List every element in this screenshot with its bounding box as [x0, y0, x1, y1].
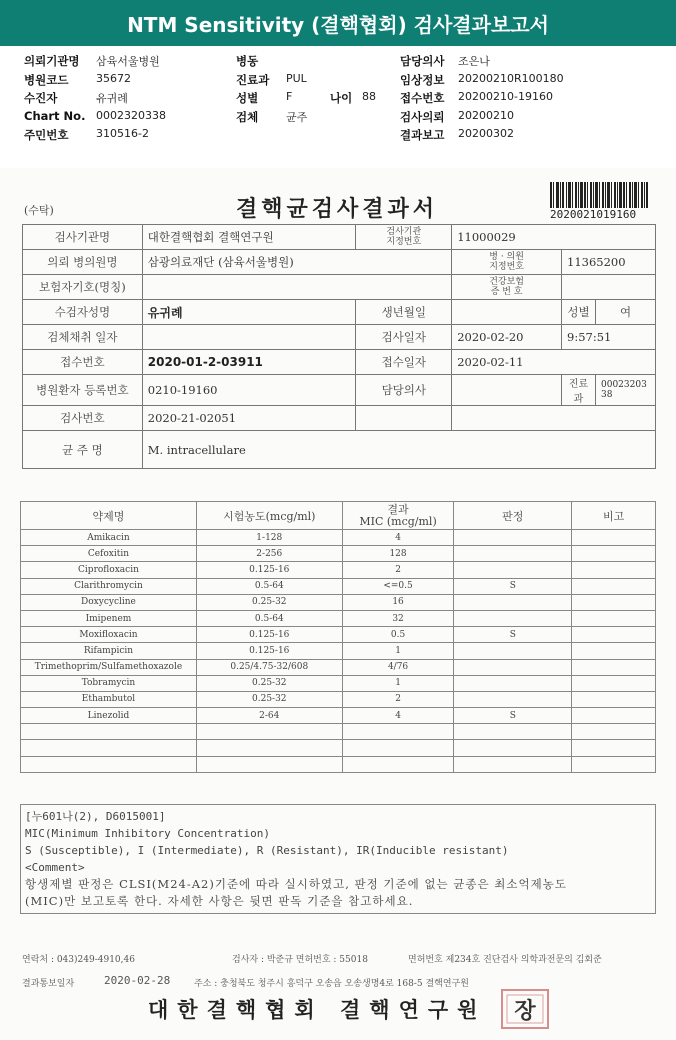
drug-judgement-cell: S [454, 627, 572, 643]
drug-judgement-cell [454, 610, 572, 626]
ward-label: 병동 [236, 54, 259, 68]
seal-text: 장 [514, 998, 536, 1024]
mic-header-line2: MIC (mcg/ml) [359, 514, 437, 528]
table-row [21, 659, 656, 675]
footer-inspector: 검사자 : 박준규 면허번호 : 55018 [232, 955, 368, 965]
drug-remarks-cell [572, 675, 656, 691]
drug-mic-cell: 0.5 [342, 627, 454, 643]
collection-date-label: 검체채취 일자 [23, 325, 143, 350]
report-value: 20200302 [458, 127, 514, 140]
receipt-value: 20200210-19160 [458, 90, 553, 103]
drug-drug-cell: Imipenem [21, 610, 197, 626]
institution-label: 의뢰기관명 [24, 54, 80, 68]
info-row-1 [24, 53, 664, 72]
drug-judgement-cell [454, 546, 572, 562]
empty-table-row [21, 724, 656, 740]
drug-mic-cell: 4 [342, 708, 454, 724]
note-mic: MIC(Minimum Inhibitory Concentration) [25, 827, 271, 840]
table-row [21, 594, 656, 610]
drug-range-cell: 0.125-16 [196, 562, 342, 578]
drug-drug-cell: Rifampicin [21, 643, 197, 659]
hospital-code-value: 35672 [96, 71, 131, 85]
drug-remarks-cell [572, 643, 656, 659]
drug-mic-cell: 128 [342, 546, 454, 562]
gender-value: 여 [596, 300, 656, 325]
table-row [23, 431, 656, 469]
drug-mic-cell: 4 [342, 530, 454, 546]
specimen-label: 검체 [236, 109, 259, 124]
drug-range-cell: 1-128 [196, 530, 342, 546]
drug-judgement-cell [454, 675, 572, 691]
report-label: 결과보고 [400, 128, 445, 142]
table-row [21, 578, 656, 594]
table-row [21, 562, 656, 578]
test-no-value: 2020-21-02051 [142, 406, 356, 431]
lab-name-label: 검사기관명 [23, 225, 143, 250]
patient-info-grid [24, 53, 664, 146]
footer-notice-label: 결과통보일자 [22, 979, 75, 989]
birthdate-label: 생년월일 [356, 300, 452, 325]
lab-code-label: 검사기관 지정번호 [356, 225, 452, 250]
strain-value: M. intracellulare [142, 431, 655, 469]
empty-cell [21, 756, 197, 772]
drug-remarks-cell [572, 708, 656, 724]
receipt-no-value: 2020-01-2-03911 [142, 350, 356, 375]
receipt-date-label: 접수일자 [356, 350, 452, 375]
age-label: 나이 [330, 91, 353, 105]
drug-mic-cell: 1 [342, 675, 454, 691]
drug-remarks-cell [572, 610, 656, 626]
receipt-no-label: 접수번호 [23, 350, 143, 375]
empty-cell [572, 724, 656, 740]
drug-range-cell: 0.25-32 [196, 675, 342, 691]
form-tag: (수탁) [24, 204, 54, 217]
empty-cell [454, 756, 572, 772]
drug-drug-cell: Linezolid [21, 708, 197, 724]
drug-drug-cell: Tobramycin [21, 675, 197, 691]
chart-value: 0002320338 [96, 108, 166, 122]
drug-rows [21, 530, 656, 773]
drug-mic-cell: <=0.5 [342, 578, 454, 594]
test-no-label: 검사번호 [23, 406, 143, 431]
table-row [23, 350, 656, 375]
drug-range-cell: 0.25-32 [196, 691, 342, 707]
drug-judgement-cell [454, 659, 572, 675]
official-seal-icon [500, 988, 550, 1030]
drug-remarks-cell [572, 627, 656, 643]
empty-cell [196, 756, 342, 772]
request-value: 20200210 [458, 108, 514, 122]
clinical-value: 20200210R100180 [458, 71, 564, 85]
receipt-date-value: 2020-02-11 [452, 350, 656, 375]
dept-value: 0002320338 [596, 375, 656, 406]
test-date-label: 검사일자 [356, 325, 452, 350]
empty-cell [21, 740, 197, 756]
drug-mic-cell: 1 [342, 643, 454, 659]
table-row [21, 530, 656, 546]
receipt-label: 접수번호 [400, 91, 445, 105]
info-row-2 [24, 72, 664, 91]
empty-cell [454, 724, 572, 740]
table-row [21, 675, 656, 691]
drug-judgement-cell [454, 562, 572, 578]
drug-judgement-cell: S [454, 578, 572, 594]
note-code: [누601나(2), D6015001] [25, 810, 166, 823]
sex-label: 성별 [236, 91, 259, 105]
drug-range-cell: 0.5-64 [196, 578, 342, 594]
drug-remarks-cell [572, 578, 656, 594]
mic-column-header [342, 502, 454, 530]
drug-mic-cell: 16 [342, 594, 454, 610]
table-row [21, 691, 656, 707]
insurance-no-label: 건강보험 증 번 호 [452, 275, 562, 300]
institution-value: 삼육서울병원 [96, 55, 160, 68]
note-legend: S (Susceptible), I (Intermediate), R (Resistant), IR(Inducible resistant) [25, 844, 509, 857]
note-comment-line2: (MIC)만 보고토록 한다. 자세한 사항은 뒷면 판독 기준을 참고하세요. [25, 894, 414, 908]
lab-code-value: 11000029 [452, 225, 656, 250]
doctor-value: 조은나 [458, 55, 490, 68]
drug-remarks-cell [572, 562, 656, 578]
table-row [23, 406, 656, 431]
table-row [21, 643, 656, 659]
drug-range-cell: 0.25/4.75-32/608 [196, 659, 342, 675]
note-comment-line1: 항생제별 판정은 CLSI(M24-A2)기준에 따라 실시하였고, 판정 기준에 없는 균종은 최소억제농도 [25, 877, 567, 891]
result-info-table [22, 224, 656, 469]
table-row [23, 375, 656, 406]
empty-cell [452, 406, 656, 431]
examinee-label: 수검자성명 [23, 300, 143, 325]
report-header [0, 0, 676, 46]
info-row-3 [24, 90, 664, 109]
table-row [23, 225, 656, 250]
hospital-code-doc-value: 11365200 [562, 250, 656, 275]
empty-cell [572, 740, 656, 756]
footer-phone: 연락처 : 043)249-4910,46 [22, 955, 135, 965]
registration-no-label: 병원환자 등록번호 [23, 375, 143, 406]
request-label: 검사의뢰 [400, 109, 445, 124]
empty-table-row [21, 740, 656, 756]
empty-cell [196, 724, 342, 740]
notes-box [20, 804, 656, 914]
sex-value: F [286, 90, 293, 103]
insurer-value [142, 275, 451, 300]
drug-range-cell: 0.125-16 [196, 627, 342, 643]
drug-drug-cell: Moxifloxacin [21, 627, 197, 643]
department-value: PUL [286, 71, 307, 85]
test-time-value: 9:57:51 [562, 325, 656, 350]
table-row [21, 610, 656, 626]
department-label: 진료과 [236, 72, 270, 87]
dept-label: 진료과 [562, 375, 596, 406]
drug-mic-cell: 32 [342, 610, 454, 626]
drug-drug-cell: Doxycycline [21, 594, 197, 610]
patient-label: 수진자 [24, 91, 58, 105]
footer-notice-date: 2020-02-28 [104, 974, 171, 987]
empty-cell [356, 406, 452, 431]
remarks-column-header: 비고 [572, 502, 656, 530]
note-comment-label: <Comment> [25, 861, 85, 874]
hospital-code-label: 병원코드 [24, 72, 69, 87]
doctor-label: 담당의사 [400, 54, 445, 68]
drug-sensitivity-table [20, 501, 656, 773]
judgement-column-header: 판정 [454, 502, 572, 530]
drug-judgement-cell [454, 594, 572, 610]
test-date-value: 2020-02-20 [452, 325, 562, 350]
gender-label: 성별 [562, 300, 596, 325]
empty-cell [454, 740, 572, 756]
table-row [23, 275, 656, 300]
organization-name: 대한결핵협회 결핵연구원 [148, 997, 487, 1022]
empty-cell [572, 756, 656, 772]
drug-judgement-cell [454, 643, 572, 659]
drug-column-header: 약제명 [21, 502, 197, 530]
report-title: NTM Sensitivity (결핵협회) 검사결과보고서 [127, 12, 549, 37]
drug-mic-cell: 2 [342, 691, 454, 707]
empty-cell [342, 756, 454, 772]
patient-value: 유귀례 [96, 92, 128, 105]
insurer-label: 보험자기호(명칭) [23, 275, 143, 300]
specimen-value: 균주 [286, 110, 308, 124]
table-row [21, 708, 656, 724]
table-row [23, 250, 656, 275]
mic-header-line1: 결과 [387, 502, 409, 516]
drug-range-cell: 0.25-32 [196, 594, 342, 610]
drug-judgement-cell [454, 530, 572, 546]
chart-label: Chart No. [24, 108, 86, 123]
hospital-code-doc-label: 병 · 의원 지정번호 [452, 250, 562, 275]
drug-judgement-cell: S [454, 708, 572, 724]
requesting-hospital-value: 삼광의료재단 (삼육서울병원) [142, 250, 451, 275]
table-row [23, 325, 656, 350]
examinee-value: 유귀례 [142, 300, 356, 325]
footer-licensed: 면허번호 제234호 진단검사 의학과전문의 김회준 [408, 955, 602, 965]
drug-remarks-cell [572, 659, 656, 675]
empty-cell [21, 724, 197, 740]
drug-drug-cell: Ethambutol [21, 691, 197, 707]
table-row [21, 546, 656, 562]
drug-range-cell: 2-256 [196, 546, 342, 562]
birthdate-value [452, 300, 562, 325]
info-row-5 [24, 127, 664, 146]
collection-date-value [142, 325, 356, 350]
drug-drug-cell: Trimethoprim/Sulfamethoxazole [21, 659, 197, 675]
drug-remarks-cell [572, 594, 656, 610]
footer-address: 주소 : 충청북도 청주시 흥덕구 오송읍 오송생명4로 168-5 결핵연구원 [194, 979, 469, 989]
drug-mic-cell: 2 [342, 562, 454, 578]
empty-cell [342, 724, 454, 740]
barcode [550, 182, 648, 208]
empty-cell [342, 740, 454, 756]
id-label: 주민번호 [24, 128, 69, 142]
document-title: 결핵균검사결과서 [236, 196, 439, 222]
drug-drug-cell: Cefoxitin [21, 546, 197, 562]
attending-doctor-value [452, 375, 562, 406]
drug-remarks-cell [572, 546, 656, 562]
drug-range-cell: 0.5-64 [196, 610, 342, 626]
drug-range-cell: 0.125-16 [196, 643, 342, 659]
range-column-header: 시험농도(mcg/ml) [196, 502, 342, 530]
id-value: 310516-2 [96, 127, 149, 140]
empty-table-row [21, 756, 656, 772]
attending-doctor-label: 담당의사 [356, 375, 452, 406]
empty-cell [196, 740, 342, 756]
drug-drug-cell: Ciprofloxacin [21, 562, 197, 578]
insurance-no-value [562, 275, 656, 300]
lab-name-value: 대한결핵협회 결핵연구원 [142, 225, 356, 250]
drug-remarks-cell [572, 530, 656, 546]
drug-remarks-cell [572, 691, 656, 707]
registration-no-value: 0210-19160 [142, 375, 356, 406]
drug-range-cell: 2-64 [196, 708, 342, 724]
drug-mic-cell: 4/76 [342, 659, 454, 675]
table-row [21, 627, 656, 643]
requesting-hospital-label: 의뢰 병의원명 [23, 250, 143, 275]
strain-label: 균 주 명 [23, 431, 143, 469]
table-header-row [21, 502, 656, 530]
drug-drug-cell: Amikacin [21, 530, 197, 546]
clinical-label: 임상정보 [400, 72, 445, 87]
drug-judgement-cell [454, 691, 572, 707]
age-value: 88 [362, 90, 376, 103]
drug-drug-cell: Clarithromycin [21, 578, 197, 594]
info-row-4 [24, 109, 664, 128]
barcode-number: 2020021019160 [550, 208, 637, 221]
table-row [23, 300, 656, 325]
scanned-document [0, 168, 676, 1040]
